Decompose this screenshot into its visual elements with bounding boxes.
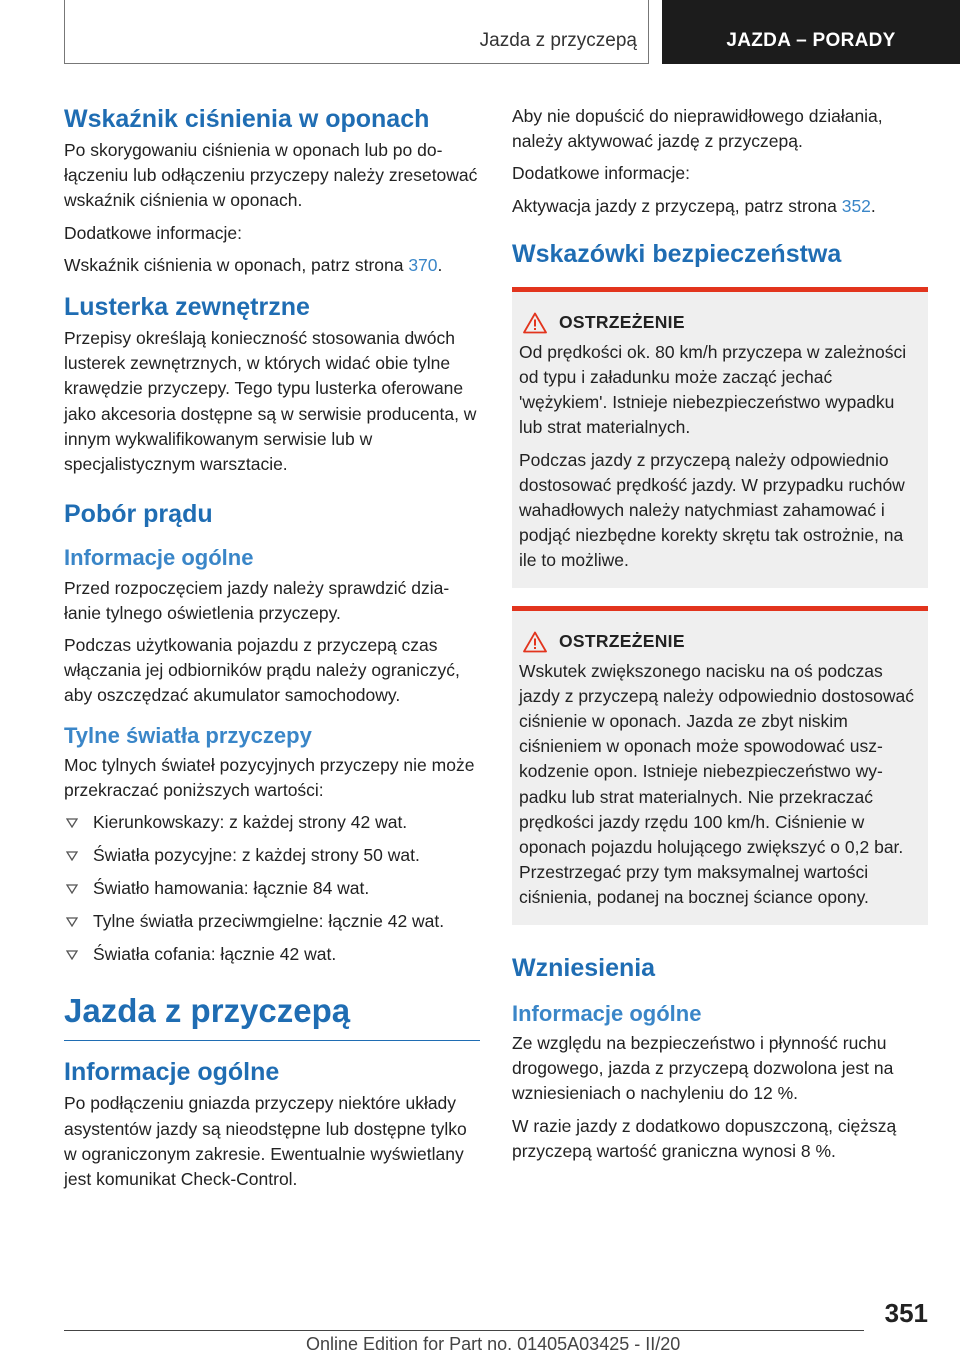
power-paragraph-1: Przed rozpoczęciem jazdy należy sprawdzić działanie tylnego oświetlenia przyczepy.	[64, 577, 450, 623]
mirrors-paragraph: Przepisy określają konieczność stosowania dwóch lusterek zewnętrznych, w których widać obie tylne krawędzie przyczepy. Tego typu lusterka oferowane jako akcesoria dostępne są w serwisie producenta, w innym wykwalifikowanym serwisie lub w specjalistycznym warsztacie.	[64, 328, 477, 475]
trailer-main-heading: Jazda z przyczepą	[64, 991, 351, 1029]
activation-reference	[512, 194, 928, 219]
list-item: Tylne światła przeciwmgielne: łącznie 42 wat.	[64, 909, 480, 934]
page-number: 351	[884, 1298, 928, 1328]
tire-reference-end: .	[437, 254, 443, 275]
tire-heading: Wskaźnik ciśnienia w oponach	[64, 105, 430, 133]
header-section-title: Jazda z przyczepą	[479, 30, 637, 51]
list-item: Światła cofania: łącznie 42 wat.	[64, 942, 480, 967]
triangle-bullet-icon	[66, 950, 78, 960]
tire-reference-text: Wskaźnik ciśnienia w oponach, patrz strona	[64, 254, 409, 275]
slopes-paragraph-2: W razie jazdy z dodatkowo dopuszczoną, cięższą przyczepą wartość graniczna wynosi 8 %.	[512, 1115, 897, 1161]
warning-2-paragraph: Wskutek zwiększonego nacisku na oś podczas jazdy z przyczepą należy odpowiednio dostosować ciśnienie w oponach. Jazda ze zbyt niskim ciśnieniem w oponach może spowodować uszkodzenie opon. Istnieje niebezpieczeństwo wypadku lub strat materialnych. Nie przekraczać prędkości jazdy rzędu 100 km/h. Ciśnienie w oponach pojazdu holującego zwiększyć o 0,2 bar. Przestrzegać przy tym maksymalnej wartości ciśnienia, podanej na bocznej ściance opony.	[519, 660, 914, 908]
activation-more-info: Dodatkowe informacje:	[512, 163, 690, 184]
warning-title-row	[523, 631, 921, 653]
rear-lights-heading: Tylne światła przyczepy	[64, 722, 312, 748]
footer-edition: Online Edition for Part no. 01405A03425 - II/20	[306, 1334, 681, 1354]
triangle-bullet-icon	[66, 917, 78, 927]
safety-heading: Wskazówki bezpieczeństwa	[512, 239, 842, 268]
warning-1-paragraph-1: Od prędkości ok. 80 km/h przyczepa w zależności od typu i załadunku może zacząć jechać 'wężykiem'. Istnieje niebezpieczeństwo wypadku lub strat materialnych.	[519, 341, 907, 438]
list-item: Światło hamowania: łącznie 84 wat.	[64, 876, 480, 901]
footer-divider	[64, 1330, 864, 1331]
activation-page-link[interactable]: 352	[841, 195, 871, 216]
trailer-heading-block	[64, 991, 480, 1042]
warning-box-2	[512, 606, 928, 925]
warning-1-paragraph-2: Podczas jazdy z przyczepą należy odpowiednio dostosować prędkość jazdy. W przypadku ruchów wahadłowych należy natychmiast zahamować i podjąć niezbędne korekty skrętu tak ostrożnie, na ile to możliwe.	[519, 449, 905, 571]
slopes-general-heading: Informacje ogólne	[512, 1000, 702, 1026]
tire-page-link[interactable]: 370	[408, 254, 438, 275]
power-paragraph-2: Podczas użytkowania pojazdu z przyczepą czas włączania jej odbiorników prądu należy ograniczyć, aby oszczędzać akumulator samochodowy.	[64, 635, 460, 706]
activation-paragraph: Aby nie dopuścić do nieprawidłowego działania, należy aktywować jazdę z przyczepą.	[512, 106, 883, 152]
slopes-heading: Wzniesienia	[512, 953, 656, 982]
warning-title: OSTRZEŻENIE	[559, 312, 685, 333]
left-column	[64, 104, 480, 1192]
warning-title: OSTRZEŻENIE	[559, 631, 685, 652]
rear-lights-list	[64, 810, 480, 966]
power-heading: Pobór prądu	[64, 500, 213, 529]
tire-paragraph: Po skorygowaniu ciśnienia w oponach lub po dołączeniu lub odłączeniu przyczepy należy zresetować wskaźnik ciśnienia w oponach.	[64, 140, 478, 211]
warning-title-row	[523, 312, 921, 334]
tire-reference	[64, 253, 480, 278]
triangle-bullet-icon	[66, 818, 78, 828]
mirrors-heading: Lusterka zewnętrzne	[64, 293, 310, 322]
warning-triangle-icon	[523, 312, 547, 334]
activation-reference-text: Aktywacja jazdy z przyczepą, patrz strona	[512, 195, 842, 216]
list-item: Kierunkowskazy: z każdej strony 42 wat.	[64, 810, 480, 835]
activation-reference-end: .	[870, 195, 876, 216]
header-chapter-tab: JAZDA – PORADY	[662, 0, 960, 64]
tire-more-info: Dodatkowe informacje:	[64, 222, 242, 243]
slopes-paragraph-1: Ze względu na bezpieczeństwo i płynność ruchu drogowego, jazda z przyczepą dozwolona jest na wzniesieniach o nachyleniu do 12 %.	[512, 1033, 894, 1104]
trailer-general-heading: Informacje ogólne	[64, 1058, 280, 1087]
triangle-bullet-icon	[66, 884, 78, 894]
rear-lights-paragraph: Moc tylnych świateł pozycyjnych przyczepy nie może przekraczać poniższych wartości:	[64, 755, 475, 801]
triangle-bullet-icon	[66, 851, 78, 861]
warning-triangle-icon	[523, 631, 547, 653]
right-column	[512, 104, 928, 1164]
list-item: Światła pozycyjne: z każdej strony 50 wat.	[64, 843, 480, 868]
power-general-heading: Informacje ogólne	[64, 545, 254, 571]
trailer-paragraph: Po podłączeniu gniazda przyczepy niektóre układy asystentów jazdy są nieodstępne lub dostępne tylko w ograniczonym zakresie. Ewentualnie wyświetlany jest komunikat Check-Control.	[64, 1093, 467, 1190]
warning-box-1	[512, 287, 928, 588]
